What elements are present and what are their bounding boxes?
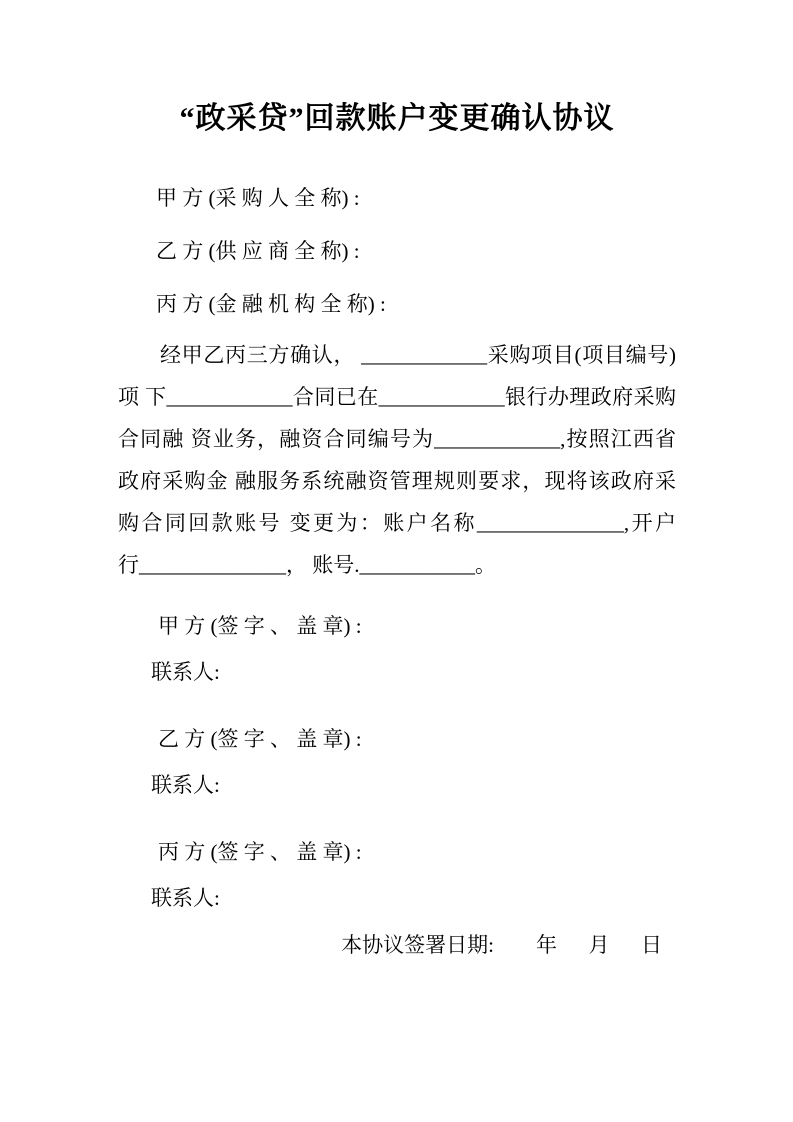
- contact-person-label-yi: 联系人:: [151, 773, 220, 797]
- signature-label-jia: 甲 方 (签 字 、 盖 章) :: [158, 614, 362, 638]
- signature-block-jia: [118, 614, 676, 684]
- paragraph-line: 合同融 资业务，融资合同编号为____________,按照江西省: [118, 427, 676, 451]
- signature-block-yi: [118, 727, 676, 797]
- paragraph-line: 购合同回款账号 变更为：账户名称______________,开户: [118, 511, 676, 535]
- paragraph-line: 项 下____________合同已在____________银行办理政府采购: [118, 385, 676, 409]
- paragraph-line: 政府采购金 融服务系统融资管理规则要求，现将该政府采: [118, 469, 676, 493]
- party-line-bing: 丙 方 (金 融 机 构 全 称) :: [156, 292, 386, 316]
- signature-label-yi: 乙 方 (签 字 、 盖 章) :: [158, 727, 362, 751]
- signature-block-bing: [118, 840, 676, 910]
- document-title: “政采贷”回款账户变更确认协议: [179, 102, 615, 135]
- paragraph-line: 行______________， 账号.___________。: [118, 553, 496, 577]
- contact-person-label-bing: 联系人:: [151, 886, 220, 910]
- parties-section: [118, 186, 676, 316]
- paragraph-line: 经甲乙丙三方确认， ____________采购项目(项目编号): [160, 343, 676, 367]
- party-line-jia: 甲 方 (采 购 人 全 称) :: [156, 186, 360, 210]
- party-line-yi: 乙 方 (供 应 商 全 称) :: [156, 239, 360, 263]
- agreement-paragraph: [118, 334, 676, 586]
- contact-person-label-jia: 联系人:: [151, 660, 220, 684]
- signature-label-bing: 丙 方 (签 字 、 盖 章) :: [158, 840, 362, 864]
- signing-date-line: 本协议签署日期: 年 月 日: [341, 933, 662, 957]
